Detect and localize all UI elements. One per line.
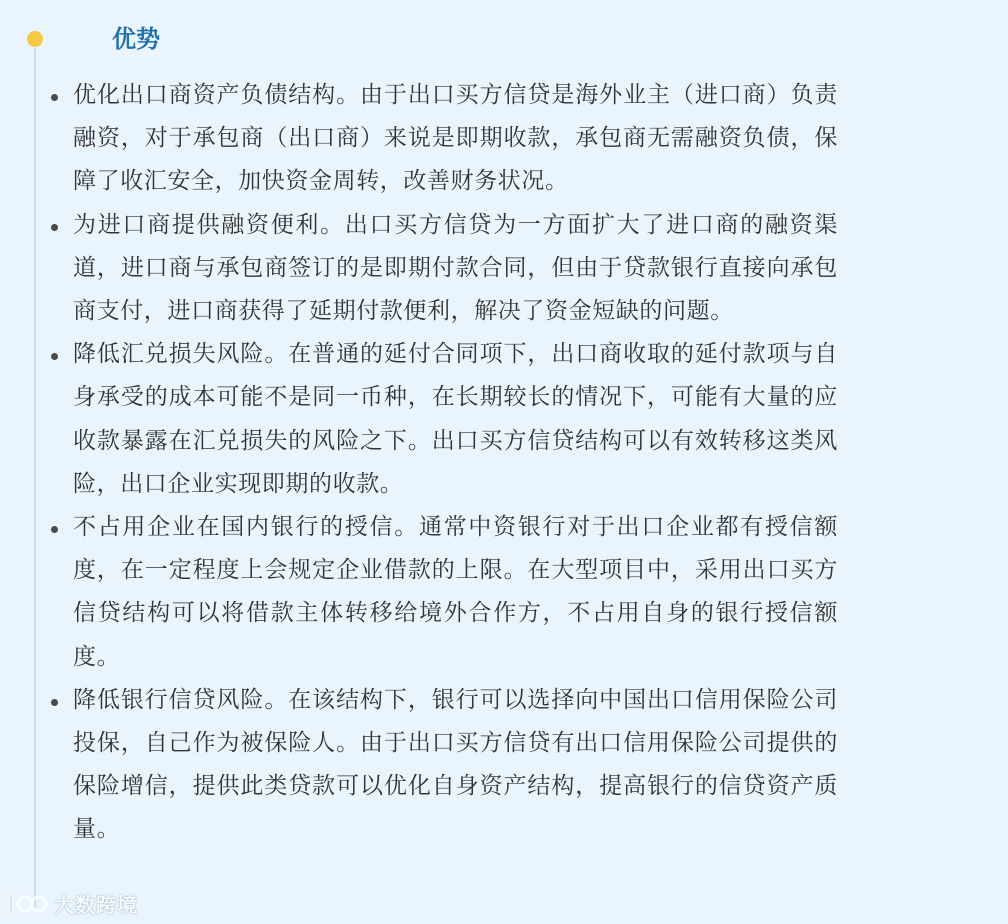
watermark-text: 大数跨境 — [54, 893, 138, 917]
timeline-line — [34, 48, 36, 908]
list-item — [48, 333, 838, 506]
list-item — [48, 679, 838, 852]
bullet-icon — [51, 699, 58, 706]
bullet-icon — [51, 526, 58, 533]
list-item — [48, 74, 838, 204]
list-item-text: 优化出口商资产负债结构。由于出口买方信贷是海外业主（进口商）负责融资，对于承包商（出口商）来说是即期收款，承包商无需融资负债，保障了收汇安全，加快资金周转，改善财务状况。 — [73, 82, 838, 195]
advantages-list — [48, 74, 838, 852]
bullet-icon — [51, 353, 58, 360]
list-item-text: 不占用企业在国内银行的授信。通常中资银行对于出口企业都有授信额度，在一定程度上会规定企业借款的上限。在大型项目中，采用出口买方信贷结构可以将借款主体转移给境外合作方，不占用自身的银行授信额度。 — [73, 514, 838, 670]
list-item — [48, 506, 838, 679]
bullet-icon — [51, 224, 58, 231]
brand-logo-icon — [8, 893, 48, 915]
section-title: 优势 — [112, 25, 160, 53]
list-item — [48, 204, 838, 334]
list-item-text: 降低汇兑损失风险。在普通的延付合同项下，出口商收取的延付款项与自身承受的成本可能不是同一币种，在长期较长的情况下，可能有大量的应收款暴露在汇兑损失的风险之下。出口买方信贷结构可以有效转移这类风险，出口企业实现即期的收款。 — [73, 341, 838, 497]
list-item-text: 为进口商提供融资便利。出口买方信贷为一方面扩大了进口商的融资渠道，进口商与承包商签订的是即期付款合同，但由于贷款银行直接向承包商支付，进口商获得了延期付款便利，解决了资金短缺的问题。 — [73, 211, 838, 325]
bullet-icon — [51, 94, 58, 101]
timeline-dot-icon — [27, 31, 43, 47]
list-item-text: 降低银行信贷风险。在该结构下，银行可以选择向中国出口信用保险公司投保，自己作为被保险人。由于出口买方信贷有出口信用保险公司提供的保险增信，提供此类贷款可以优化自身资产结构，提高银行的信贷资产质量。 — [73, 686, 838, 843]
watermark — [8, 889, 138, 918]
